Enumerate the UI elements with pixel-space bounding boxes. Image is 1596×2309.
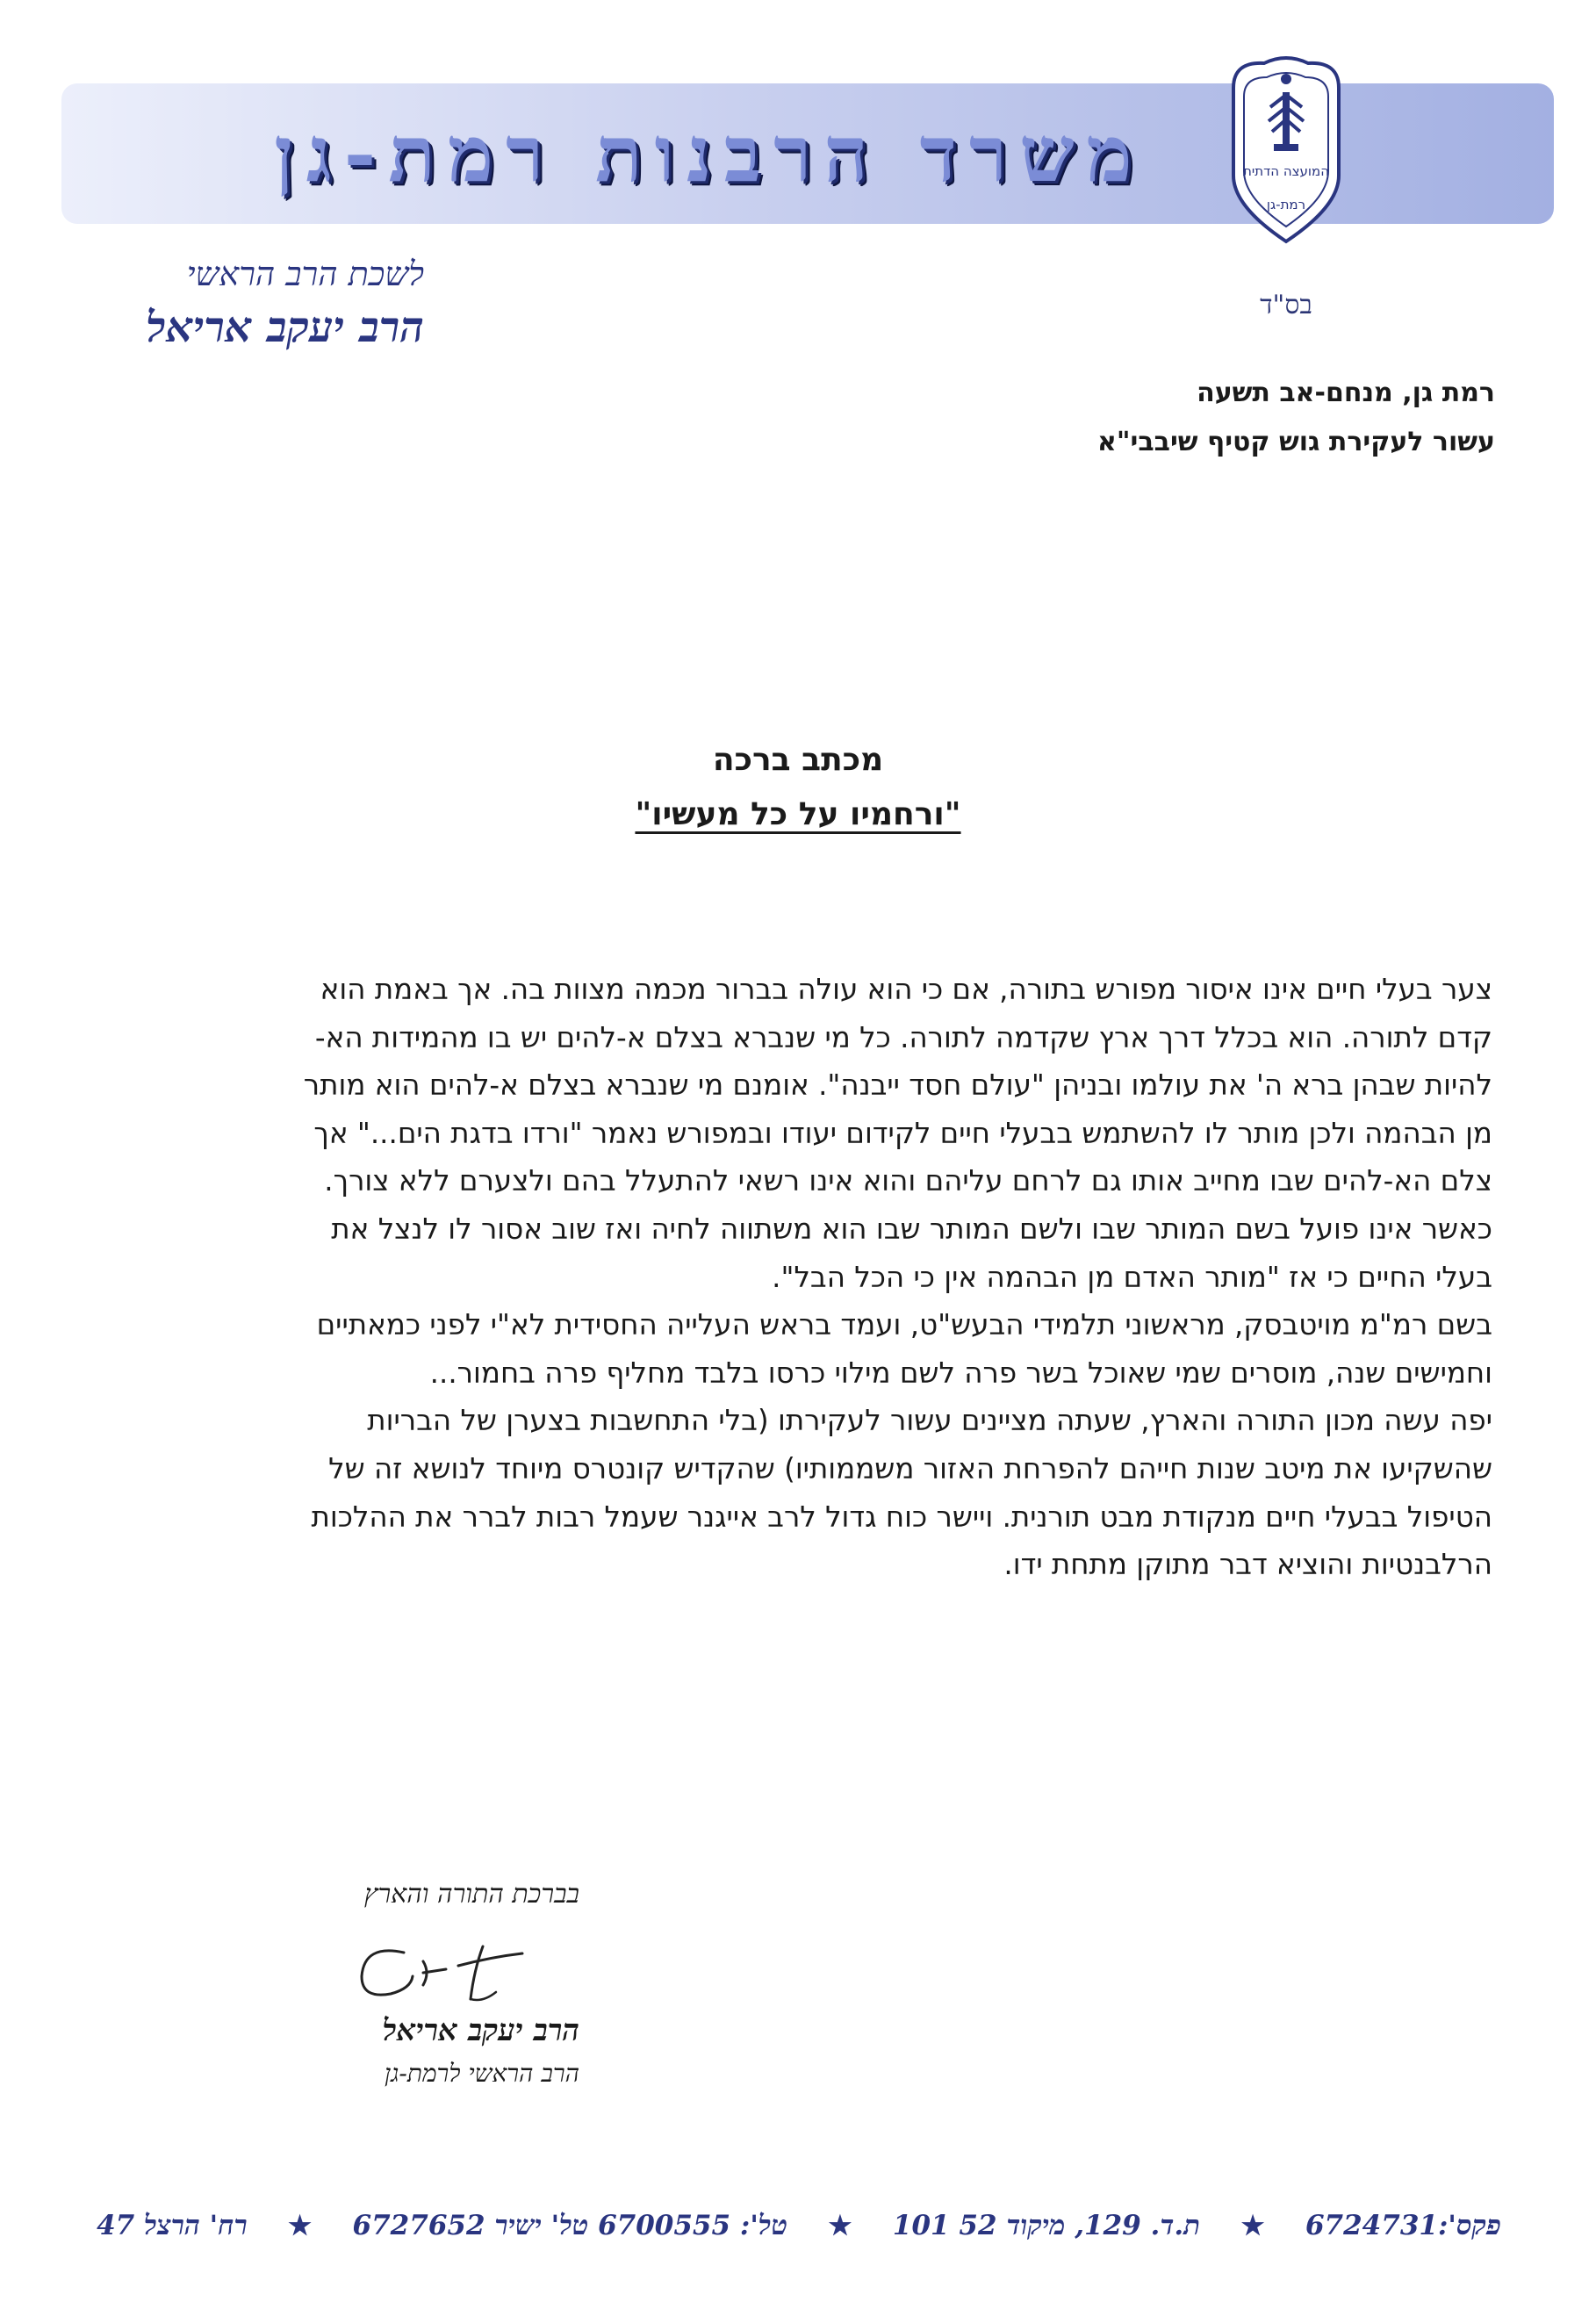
body-line: מן הבהמה ולכן מותר לו להשתמש בבעלי חיים לקידום יעודו ובמפורש נאמר "ורדו בדגת הים..." אך [313,1116,1492,1150]
body-line: יפה עשה מכון התורה והארץ, שעתה מציינים עשור לעקירתו (בלי התחשבות בצערן של הבריות [367,1404,1492,1438]
signer-title: הרב הראשי לרמת-גן [385,2059,579,2088]
star-icon: ★ [1240,2210,1265,2241]
letter-body [104,966,1492,1747]
body-line: להיות שבהן ברא ה' את עולמו ובניהן "עולם חסד ייבנה". אומנם מי שנברא בצלם א-להים הוא מותר [303,1068,1492,1103]
footer-phone: טל': 6700555 טל' ישיר 6727652 [352,2210,788,2241]
body-line: וחמישים שנה, מוסרים שמי שאוכל בשר פרה לשם מילוי כרסו בלבד מחליף פרה בחמור... [429,1356,1492,1390]
office-block [146,255,424,352]
emblem-bottom-text: רמת-גן [1266,197,1306,212]
signer-name: הרב יעקב אריאל [382,2013,579,2048]
star-icon: ★ [288,2210,313,2241]
footer-pobox: ת.ד. 129, מיקוד 52 101 [892,2210,1201,2241]
closing-greeting: בברכת התורה והארץ [363,1879,579,1910]
emblem-top-text: המועצה הדתית [1243,163,1329,179]
footer-contact-bar [97,2199,1501,2252]
star-icon: ★ [828,2210,852,2241]
body-line: צער בעלי חיים אינו איסור מפורש בתורה, אם כי הוא עולה בברור מכמה מצוות בה. אך באמת הוא [320,973,1492,1006]
body-line: צלם הא-להים שבו מחייב אותו גם לרחם עליהם והוא אינו רשאי להתעלל בהם ולצערם ללא צורך. [324,1164,1492,1198]
closing-block [298,1879,579,2089]
letter-subtitle: "ורחמיו על כל מעשיו" [635,796,961,832]
occasion-line: עשור לעקירת גוש קטיף שיבבי"א [1097,427,1495,457]
office-line: לשכת הרב הראשי [186,255,424,293]
letter-heading [0,733,1596,842]
footer-fax: פקס':6724731 [1305,2210,1501,2241]
office-rabbi-name: הרב יעקב אריאל [146,303,424,352]
handwritten-signature-icon [342,1922,553,2010]
body-line: שהשקיעו את מיטב שנות חייהם להפרחת האזור משממותיו) שהקדיש קונטרס מיוחד לנושא זה של [328,1451,1492,1485]
body-line: בעלי החיים כי אז "מותר האדם מן הבהמה אין כי הכל הבל". [772,1260,1492,1294]
letter-meta [1097,369,1495,467]
bsd-mark: בס"ד [1260,290,1312,320]
letterhead-title: משרד הרבנות רמת-גן [274,107,1145,199]
place-date: רמת גן, מנחם-אב תשעה [1197,378,1495,408]
letter-title: מכתב ברכה [712,742,884,778]
body-line: קדם לתורה. הוא בכלל דרך ארץ שקדמה לתורה. כל מי שנברא בצלם א-להים יש בו מהמידות הא- [314,1020,1492,1054]
body-line: הטיפול בבעלי חיים מנקודת מבט תורנית. ויישר כוח גדול לרב אייגנר שעמל רבות לברר את ההלכות [311,1500,1492,1534]
body-line: כאשר אינו פועל בשם המותר שבו ולשם המותר שבו הוא משתווה לחיה ואז שוב אסור לו לנצל את [331,1212,1492,1246]
body-line: בשם רמ"מ מויטבסק, מראשוני תלמידי הבעש"ט, ועמד בראש העלייה החסידית לא"י לפני כמאתיים [316,1308,1492,1342]
body-line: הרלבנטיות והוציא דבר מתוקן מתחת ידו. [1003,1548,1492,1582]
religious-council-emblem-icon [1216,53,1356,255]
footer-address: רח' הרצל 47 [97,2210,248,2241]
